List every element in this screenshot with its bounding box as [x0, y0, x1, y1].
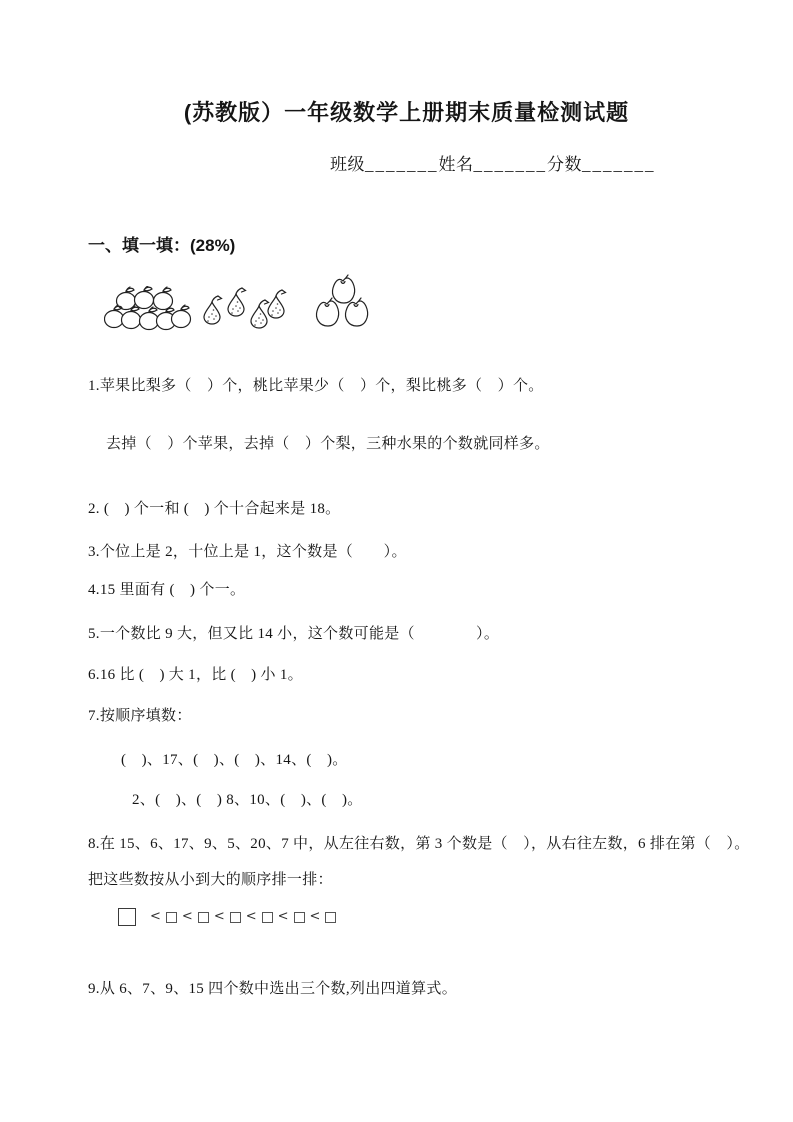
header-fields-line [330, 150, 656, 175]
less-than-symbol: < [309, 909, 321, 924]
question-4: 4.15 里面有 ( ) 个一。 [88, 582, 246, 598]
answer-box[interactable] [325, 912, 336, 923]
section-1-heading: 一、填一填：(28%) [88, 236, 236, 255]
answer-box[interactable] [230, 912, 241, 923]
score-blank[interactable]: _______ [582, 155, 656, 174]
question-7: 7.按顺序填数： [88, 708, 192, 724]
ordering-answer-line [118, 908, 339, 926]
answer-box[interactable] [198, 912, 209, 923]
question-7-seq2: 2、( )、( ) 8、10、( )、( )。 [132, 792, 363, 808]
question-5: 5.一个数比 9 大，但又比 14 小，这个数可能是（ ）。 [88, 626, 500, 642]
class-label: 班级 [330, 155, 365, 174]
less-than-symbol: < [245, 909, 257, 924]
class-blank[interactable]: _______ [365, 155, 439, 174]
pears-image [198, 280, 290, 332]
less-than-symbol: < [277, 909, 289, 924]
question-8: 8.在 15、6、17、9、5、20、7 中，从左往右数，第 3 个数是（ ），从右往左数，6 排在第（ ）。 [88, 836, 750, 852]
score-label: 分数 [547, 155, 582, 174]
page-title: (苏教版）一年级数学上册期末质量检测试题 [183, 100, 630, 125]
less-than-symbol: < [181, 909, 193, 924]
question-2: 2. ( ) 个一和 ( ) 个十合起来是 18。 [88, 501, 341, 517]
question-3: 3.个位上是 2，十位上是 1，这个数是（ ）。 [88, 544, 407, 560]
question-1: 1.苹果比梨多（ ）个，桃比苹果少（ ）个，梨比桃多（ ）个。 [88, 378, 544, 394]
question-1-cont: 去掉（ ）个苹果，去掉（ ）个梨，三种水果的个数就同样多。 [106, 436, 550, 452]
name-label: 姓名 [438, 155, 474, 174]
peaches-image [312, 272, 374, 330]
question-7-seq1: ( )、17、( )、( )、14、( )。 [121, 752, 348, 768]
answer-box[interactable] [294, 912, 305, 923]
question-6: 6.16 比 ( ) 大 1，比 ( ) 小 1。 [88, 667, 303, 683]
answer-box[interactable] [166, 912, 177, 923]
less-than-symbol: < [150, 909, 161, 924]
answer-box[interactable] [262, 912, 273, 923]
less-than-symbol: < [213, 909, 225, 924]
name-blank[interactable]: _______ [473, 155, 547, 174]
compare-sequence [148, 909, 339, 924]
answer-box-large[interactable] [118, 908, 136, 926]
apples-image [104, 286, 196, 332]
question-8-cont: 把这些数按从小到大的顺序排一排： [88, 872, 333, 888]
question-9: 9.从 6、7、9、15 四个数中选出三个数,列出四道算式。 [88, 981, 458, 997]
